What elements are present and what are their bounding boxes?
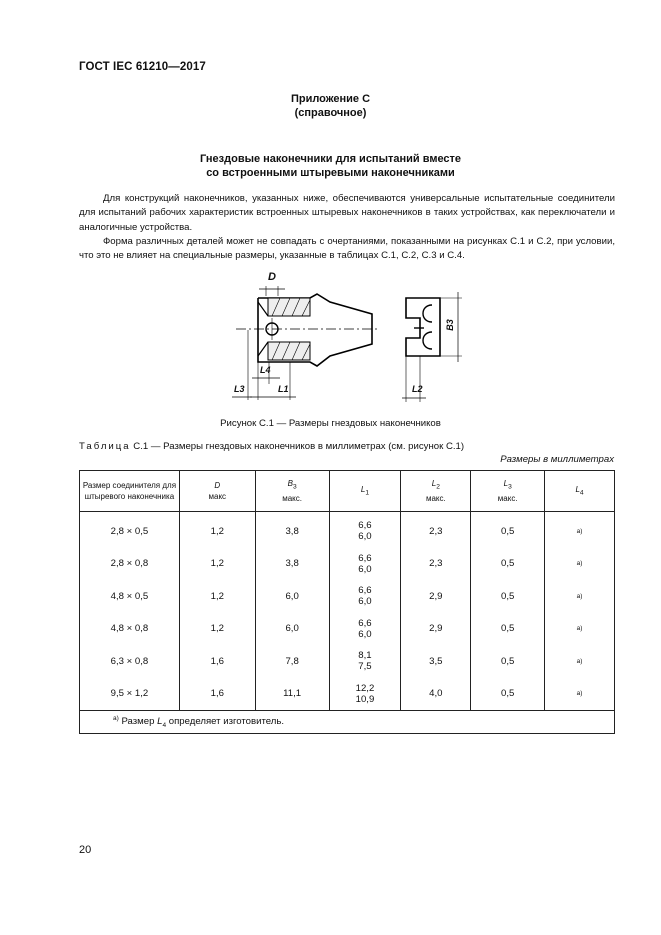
header-l4: $L_4$ [545, 471, 615, 512]
cell-size: 9,5 × 1,2 [80, 678, 180, 711]
front-view-drawing [402, 292, 462, 402]
header-size: Размер соединителя для штыревого наконечника [80, 471, 180, 512]
cell-b3: 6,0 [255, 613, 329, 646]
table-row [80, 548, 615, 581]
cell-l3: 0,5 [471, 613, 545, 646]
side-view-drawing [232, 286, 378, 400]
cell-l2: 3,5 [401, 645, 471, 678]
header-l1: $L_1$ [329, 471, 401, 512]
paragraph-1: Для конструкций наконечников, указанных ниже, обеспечиваются универсальные испытательные соединители для испытаний рабочих характеристик встроенных штыревых наконечников в таких устройствах, как переключатели и аналогичные устройства. [79, 193, 615, 233]
table-footnote: $^{a)}$ Размер $L_4$ определяет изготовитель. [80, 711, 615, 734]
document-code: ГОСТ IEC 61210—2017 [79, 61, 206, 73]
table-caption-word: Таблица [79, 441, 131, 452]
cell-l4: a) [545, 678, 615, 711]
cell-l2: 2,3 [401, 512, 471, 548]
page-number: 20 [79, 844, 92, 856]
cell-d: 1,2 [179, 512, 255, 548]
cell-l4: a) [545, 548, 615, 581]
cell-l3: 0,5 [471, 580, 545, 613]
table-caption-text: С.1 — Размеры гнездовых наконечников в миллиметрах (см. рисунок С.1) [133, 441, 465, 452]
header-b3: $B_3$ макс. [255, 471, 329, 512]
section-title-line2: со встроенными штыревыми наконечниками [206, 167, 455, 179]
cell-b3: 11,1 [255, 678, 329, 711]
cell-size: 2,8 × 0,5 [80, 512, 180, 548]
cell-d: 1,6 [179, 645, 255, 678]
cell-b3: 3,8 [255, 512, 329, 548]
dim-label-l1: L1 [278, 384, 289, 394]
header-l2: $L_2$ макс. [401, 471, 471, 512]
cell-b3: 7,8 [255, 645, 329, 678]
cell-d: 1,2 [179, 548, 255, 581]
cell-size: 6,3 × 0,8 [80, 645, 180, 678]
cell-l4: a) [545, 580, 615, 613]
section-title-line1: Гнездовые наконечники для испытаний вместе [199, 153, 462, 165]
cell-l3: 0,5 [471, 678, 545, 711]
cell-l1: 8,1 7,5 [329, 645, 401, 678]
cell-d: 1,2 [179, 580, 255, 613]
cell-l1: 6,6 6,0 [329, 580, 401, 613]
dim-label-l2: L2 [412, 384, 423, 394]
cell-size: 4,8 × 0,5 [80, 580, 180, 613]
cell-l4: a) [545, 512, 615, 548]
units-note: Размеры в миллиметрах [500, 454, 614, 465]
cell-l2: 2,9 [401, 580, 471, 613]
cell-d: 1,6 [179, 678, 255, 711]
cell-l4: a) [545, 645, 615, 678]
cell-size: 2,8 × 0,8 [80, 548, 180, 581]
table-header-row [80, 471, 615, 512]
table-footnote-row [80, 711, 615, 734]
figure-caption: Рисунок С.1 — Размеры гнездовых наконечников [220, 418, 441, 429]
cell-size: 4,8 × 0,8 [80, 613, 180, 646]
cell-l4: a) [545, 613, 615, 646]
table-row [80, 580, 615, 613]
cell-l2: 2,3 [401, 548, 471, 581]
cell-l1: 6,6 6,0 [329, 548, 401, 581]
cell-l3: 0,5 [471, 512, 545, 548]
header-l3: $L_3$ макс. [471, 471, 545, 512]
cell-l3: 0,5 [471, 548, 545, 581]
dimensions-table [79, 470, 615, 734]
cell-l1: 12,2 10,9 [329, 678, 401, 711]
cell-d: 1,2 [179, 613, 255, 646]
table-row [80, 645, 615, 678]
cell-l1: 6,6 6,0 [329, 512, 401, 548]
header-d: D макс [179, 471, 255, 512]
table-row [80, 613, 615, 646]
paragraph-2: Форма различных деталей может не совпадать с очертаниями, показанными на рисунках С.1 и С.2, при условии, что это не влияет на специальные размеры, указанные в таблицах С.1, С.2, С.3 и С.4. [79, 235, 615, 262]
appendix-title: Приложение С [290, 93, 371, 105]
table-row [80, 512, 615, 548]
dim-label-l4: L4 [260, 365, 271, 375]
cell-l2: 4,0 [401, 678, 471, 711]
dim-label-b3: B3 [444, 319, 455, 331]
dim-label-l3: L3 [234, 384, 245, 394]
cell-b3: 3,8 [255, 548, 329, 581]
cell-l3: 0,5 [471, 645, 545, 678]
cell-b3: 6,0 [255, 580, 329, 613]
table-row [80, 678, 615, 711]
cell-l1: 6,6 6,0 [329, 613, 401, 646]
cell-l2: 2,9 [401, 613, 471, 646]
appendix-subtitle: (справочное) [294, 107, 367, 119]
table-caption [79, 441, 464, 452]
dim-label-d: D [268, 271, 276, 283]
